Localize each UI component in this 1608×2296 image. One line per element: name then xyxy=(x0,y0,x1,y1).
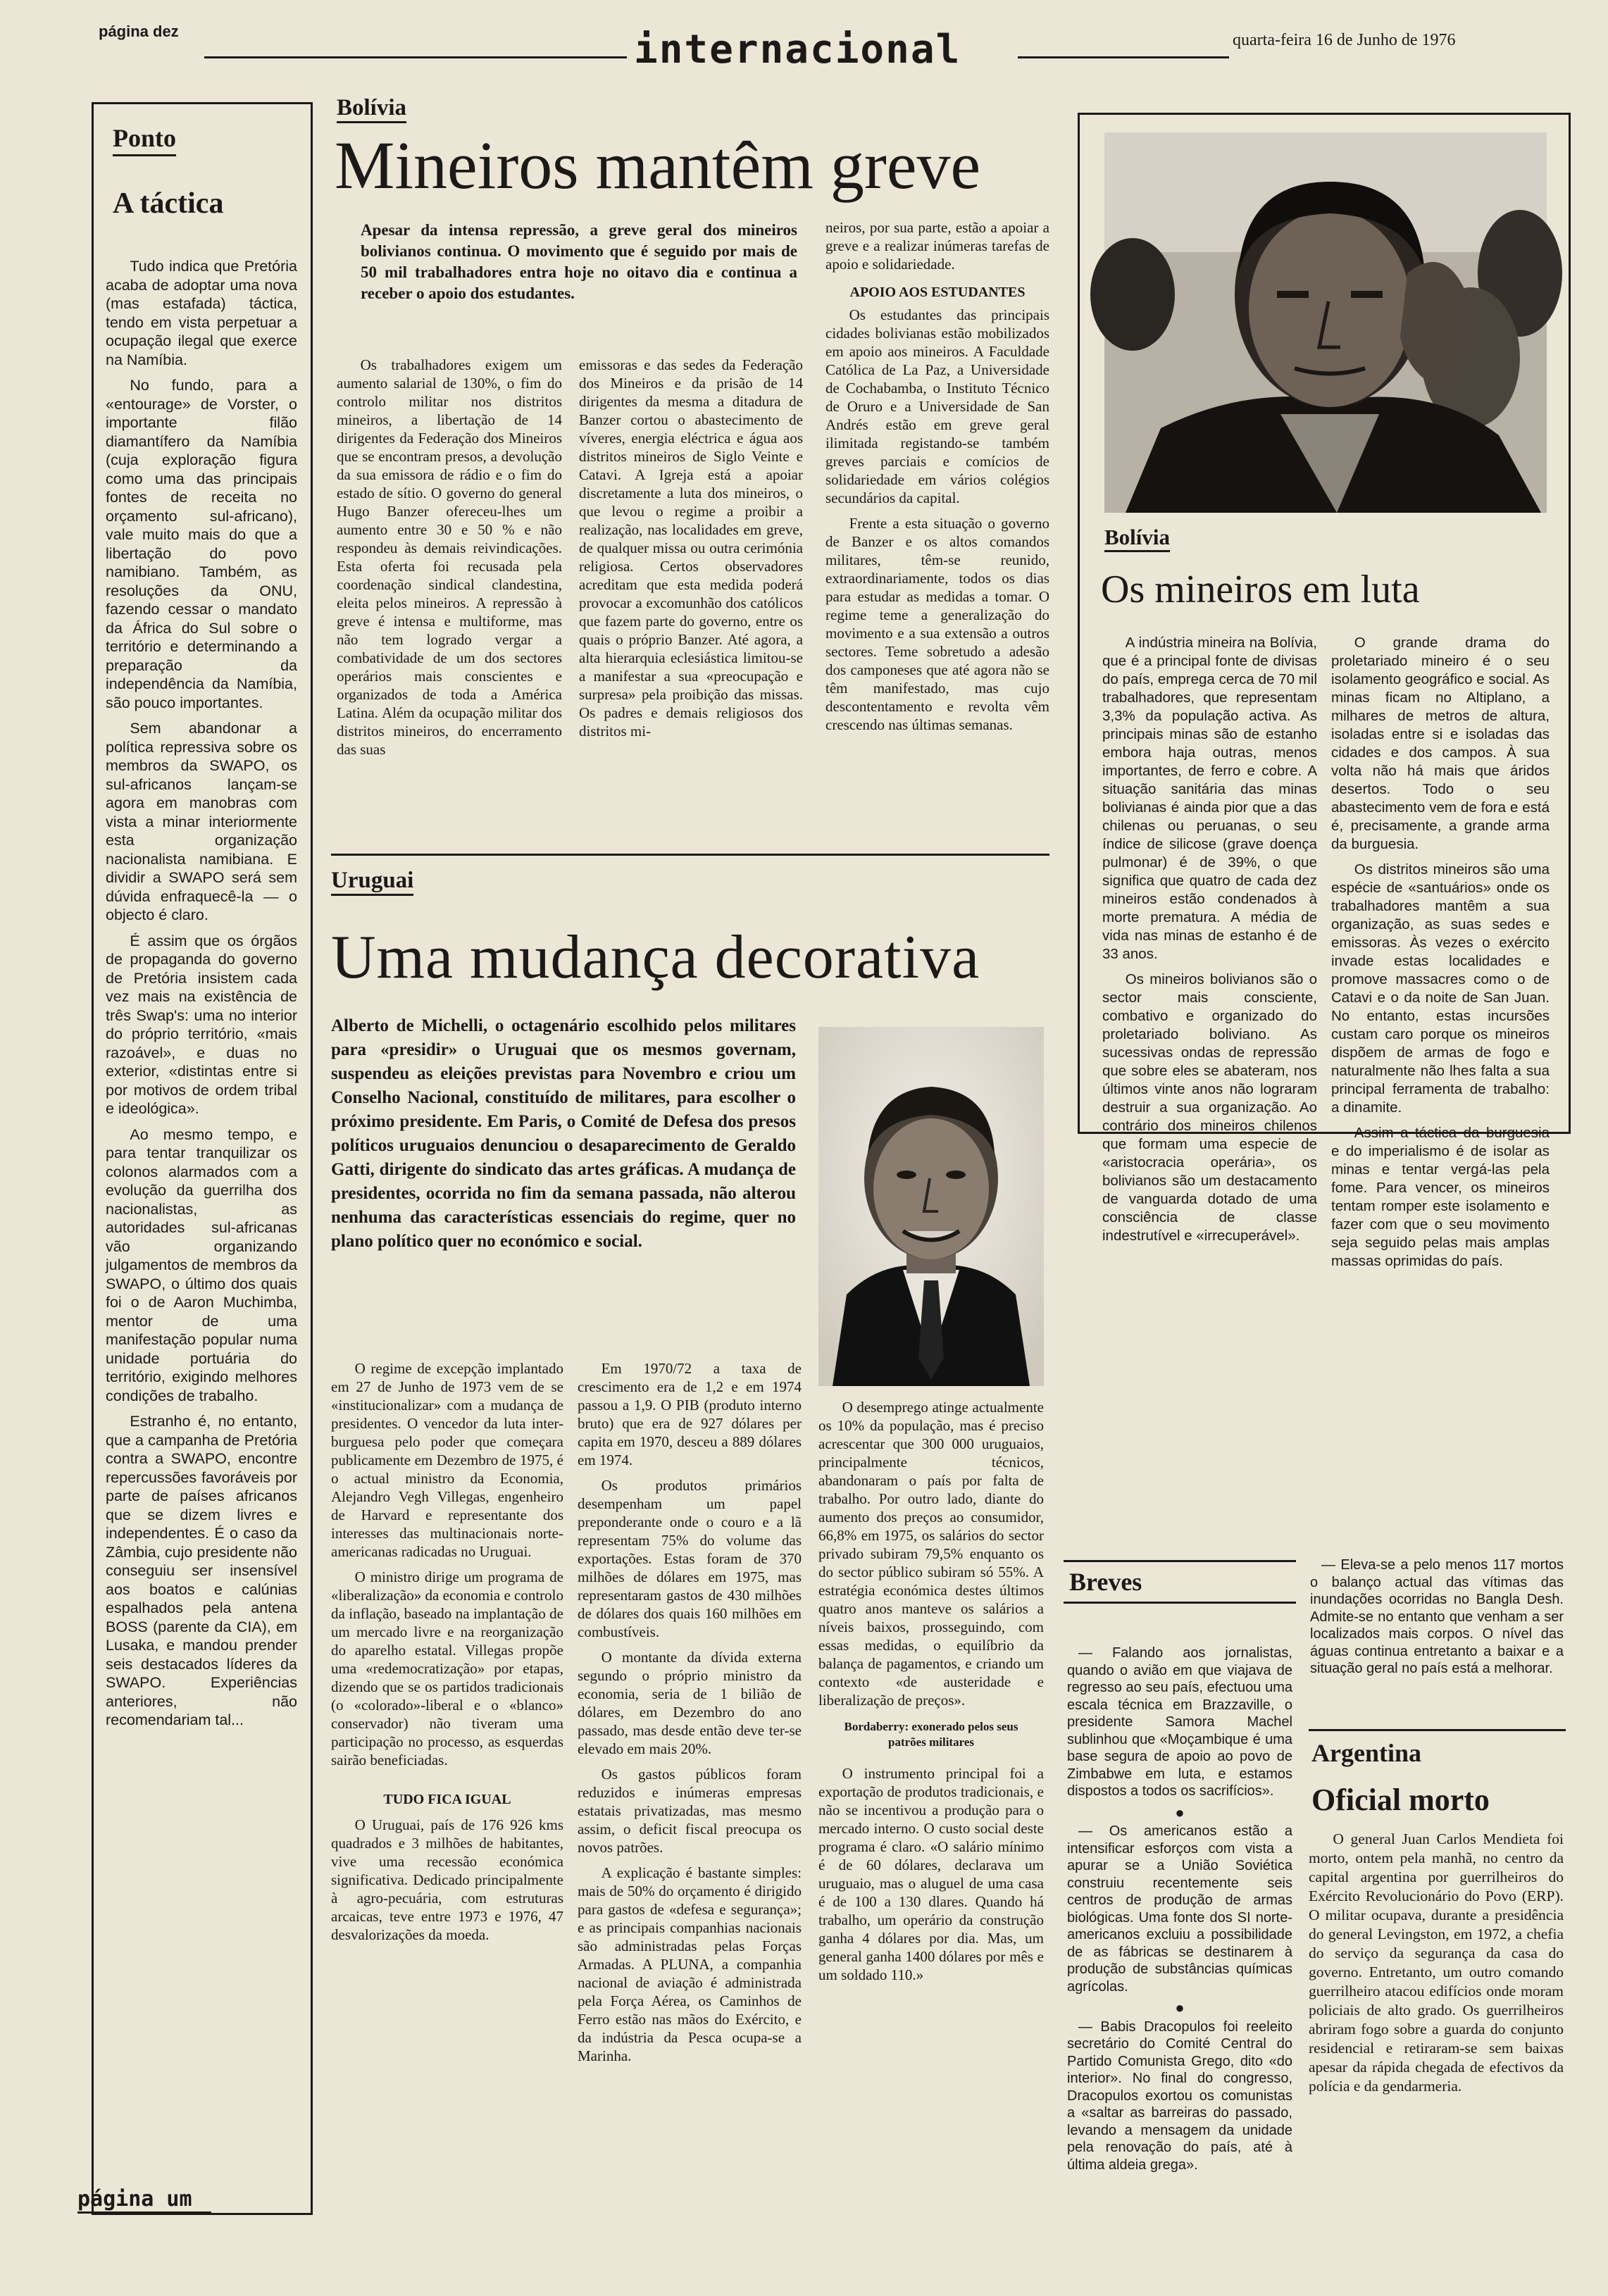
bordaberry-portrait-image xyxy=(818,1027,1044,1386)
argentina-top-rule xyxy=(1309,1729,1566,1731)
breves-kicker: Breves xyxy=(1069,1568,1142,1596)
bullet-icon: ● xyxy=(1175,1999,1185,2016)
uruguai-col2-p: Os produtos primários desempenham um papel preponderante onde o couro e a lã representam 75% do volume das exportações. Estas foram de 370 milhões de dólares em 1975, mas representaram gastos de 430 milhões de dólares dos quais 160 milhões em combustíveis. xyxy=(578,1477,802,1640)
bolivia-side-col2 xyxy=(1331,634,1550,1269)
bolivia-side-col1 xyxy=(1102,634,1317,1244)
header-rule-left xyxy=(204,56,627,58)
uruguai-kicker: Uruguai xyxy=(331,868,413,896)
bolivia-side-col2-p: O grande drama do proletariado mineiro é o seu isolamento geográfico e social. As minas ficam no Altiplano, a milhares de metros de altura, isoladas entre si e isoladas das cidades e dos campos. À sua volta não há mais que áridos desertos. Todo o seu abastecimento vem de fora e está é, precisamente, a grande arma da burguesia. xyxy=(1331,635,1550,852)
bullet-icon: ● xyxy=(1175,1803,1185,1821)
breves-item: — Falando aos jornalistas, quando o avião em que viajava de regresso ao seu país, efectuou uma escala técnica em Brazzaville, o presidente Samora Machel sublinhou que «Moçambique é uma base segura de apoio ao povo de Zimbabwe em luta, e estamos dispostos a todos os sacrifícios». xyxy=(1067,1645,1292,1799)
bolivia-side-col2-p: Os distritos mineiros são uma espécie de «santuários» onde os trabalhadores mantêm a sua organização, as suas sedes e emissoras. Às vezes o exército invade estas localidades e promove massacres como o de Catavi e o da noite de San Juan. No entanto, estas incursões custam caro porque os mineiros dispõem de armas de fogo e naturalmente não lhes falta a sua principal ferramenta de trabalho: a dinamite. xyxy=(1331,861,1550,1116)
argentina-text: O general Juan Carlos Mendieta foi morto, ontem pela manhã, no centro da capital argentina por guerrilheiros do Exército Revolucionário do Povo (ERP). O militar ocupava, durante a presidência do general Levingston, em 1972, a chefia do serviço da segurança da casa do governo. Entretanto, um outro comando guerrilheiro atacou edifícios onde moram policiais de alto grado. Os guerrilheiros abriram fogo sobre a guarda do conjunto residencial e retiraram-se sem baixas apesar da rápida chegada de efectivos da polícia e da gendarmeria. xyxy=(1309,1830,1564,2095)
bolivia-side-kicker: Bolívia xyxy=(1104,525,1170,552)
argentina-kicker: Argentina xyxy=(1311,1739,1421,1767)
bolivia-side-col1-p: Os mineiros bolivianos são o sector mais consciente, combativo e organizado do proletariado boliviano. As sucessivas ondas de repressão que sobre eles se abateram, nos últimos vinte anos não lograram destruir a sua organização. Ao contrário dos mineiros chilenos que formam uma especie de «aristocracia operária», os bolivianos são um destacamento de vanguarda dotado de uma consciência de classe indestrutível e «irrecuperável». xyxy=(1102,971,1317,1244)
bolivia-side-col2-p: Assim a táctica da burguesia e do imperialismo é de isolar as minas e tentar vergá-las pela fome. Para vencer, os mineiros tentam romper este isolamento e fazer com que o seu movimento seja seguido pelas mais amplas massas oprimidas do país. xyxy=(1331,1125,1550,1269)
breves-item: — Babis Dracopulos foi reeleito secretário do Comité Central do Partido Comunista Grego, dito «do interior». No final do congresso, Dracopulos exortou os comunistas a «saltar as barreiras do passado, levando a mensagem da unidade pela renovação do país, até à última aldeia grega». xyxy=(1067,2019,1292,2173)
bolivia-col3 xyxy=(825,218,1049,842)
argentina-body xyxy=(1309,1830,1564,2210)
page-number: página dez xyxy=(99,23,179,40)
bolivia-side-headline: Os mineiros em luta xyxy=(1101,568,1420,611)
bolivia-headline: Mineiros mantêm greve xyxy=(335,127,981,203)
uruguai-col2-p: Em 1970/72 a taxa de crescimento era de 1,2 e em 1974 passou a 1,9. O PIB (produto interno bruto) que era de 927 dólares per capita em 1970, desceu a 889 dólares em 1974. xyxy=(578,1360,802,1468)
uruguai-col3b-p: O instrumento principal foi a exportação de produtos tradicionais, e não se incentivou a produção para o mercado interno. O custo social deste programa é claro. «O salário mínimo é de 60 dólares, declarava um uruguaio, mas o aluguel de uma casa é de 100 a 130 dlares. Quando há trabalho, um operário da construção ganha 4 dólares por dia. Mas, um general ganha 1400 dólares por mês e um soldado 110.» xyxy=(818,1765,1044,1983)
ponto-paragraph: Tudo indica que Pretória acaba de adoptar uma nova (mas estafada) táctica, tendo em vista perpetuar a ocupação ilegal que exerce na Namíbia. xyxy=(106,258,297,368)
uruguai-subhead: TUDO FICA IGUAL xyxy=(383,1792,511,1807)
uruguai-col2-p: A explicação é bastante simples: mais de 50% do orçamento é dirigido para gastos de «defesa e segurança»; e as principais companhias nacionais são administradas pelas Forças Armadas. A PLUNA, a companhia nacional de aviação é administrada pela Força Aérea, os Caminhos de Ferro estão nas mãos do Exército, e da indústria da Pesca ocupa-se a Marinha. xyxy=(578,1864,802,2064)
bolivia-col2 xyxy=(579,356,803,842)
ponto-paragraph: Ao mesmo tempo, e para tentar tranquilizar os colonos alarmados com a evolução da guerrilha dos nacionalistas, as autoridades sul-africanas vão organizando julgamentos de membros da SWAPO, o último dos quais foi o de Aaron Muchimba, mentor de uma manifestação popular numa unidade portuária do território, exigindo melhores condições de trabalho. xyxy=(106,1125,297,1404)
uruguai-col3-p: O desemprego atinge actualmente os 10% da população, mas é preciso acrescentar que 300 000 uruguaios, principalmente técnicos, abandonaram o país por falta de trabalho. Por outro lado, diante do aumento dos preços ao consumidor, 66,8% em 1975, os salários do sector privado subiram 79,5% enquanto os do sector público subiram só 55%. A estratégia económica destes últimos quatro anos manteve os salários a níveis baixos, prosseguindo, com essas medidas, o equilíbrio da balança de pagamentos, e criando um contexto «de austeridade e liberalização de preços». xyxy=(818,1399,1044,1709)
ponto-body xyxy=(106,257,297,2173)
ponto-paragraph: No fundo, para a «entourage» de Vorster, o importante filão diamantífero da Namíbia (cuja exploração figura como uma das principais fontes de receita no orçamento sul-africano), vale muito mais do que a libertação do povo namibiano. Também, as resoluções da ONU, fazendo cessar o mandato da África do Sul sobre o território e determinando a preparação da independência da Namíbia, são pouco importantes. xyxy=(106,377,297,711)
bolivia-bottom-rule xyxy=(331,854,1049,856)
section-title: internacional xyxy=(634,27,961,73)
uruguai-col2-p: Os gastos públicos foram reduzidos e inúmeras empresas estatais privatizadas, mas mesmo assim, o deficit fiscal preocupa os novos patrões. xyxy=(578,1766,802,1856)
bolivia-col3b: Os estudantes das principais cidades bolivianas estão mobilizados em apoio aos mineiros. A Faculdade Católica de La Paz, a Universidade de Cochabamba, o Instituto Técnico de Oruro e a Universidade de San Andrés estão em greve geral ilimitada registando-se também greves parciais e comícios de solidariedade em vários colégios secundários da capital. xyxy=(825,306,1049,506)
uruguai-col3 xyxy=(818,1398,1044,2169)
bolivia-lead: Apesar da intensa repressão, a greve geral dos mineiros bolivianos continua. O movimento que é seguido por mais de 50 mil trabalhadores entra hoje no oitavo dia e continua a receber o apoio dos estudantes. xyxy=(361,221,797,302)
ponto-paragraph: É assim que os órgãos de propaganda do governo de Pretória insistem cada vez mais na existência de três Swap's: uma no interior do próprio território, «mais razoável», e duas no exterior, «distintas entre si por motivos de ordem tribal e ideológica». xyxy=(106,932,297,1117)
uruguai-col1-p: O regime de excepção implantado em 27 de Junho de 1973 vem de se «institucionalizar» com a mudança de presidentes. O vencedor da luta inter-burguesa pelo poder que começara publicamente em Dezembro de 1975, é o actual ministro da Economia, Alejandro Vegh Villegas, engenheiro de Harvard e representante dos interesses das multinacionais norte-americanas radicadas no Uruguai. xyxy=(331,1360,563,1560)
miner-photo xyxy=(1104,132,1547,513)
ponto-kicker: Ponto xyxy=(113,123,176,156)
bolivia-col1-text: Os trabalhadores exigem um aumento salarial de 130%, o fim do controlo militar nos distritos mineiros, a libertação de 14 dirigentes da Federação dos Mineiros que se encontram presos, a devolução da sua emissora de rádio e o fim do estado de sítio. O governo do general Hugo Banzer ofereceu-lhes um aumento entre 30 e 50 % e não respondeu às demais reivindicações. Esta oferta foi recusada pela coordenação sindical clandestina, eleita pelos mineiros. A repressão à greve é intensa e multiforme, mas não tem logrado vergar a combatividade de um dos sectores operários mais conscientes e organizados de toda a América Latina. Além da ocupação militar dos distritos mineiros, do encerramento das suas xyxy=(337,356,562,758)
breves-right-item xyxy=(1310,1556,1564,1697)
ponto-title: A táctica xyxy=(113,187,224,220)
ponto-paragraph: Estranho é, no entanto, que a campanha de Pretória contra a SWAPO, encontre repercussões favoráveis por parte de países africanos que se dizem livres e independentes. É o caso da Zâmbia, cujo presidente não conseguiu ser insensível aos boatos e calúnias espalhados pela antena BOSS (parente da CIA), em Lusaka, e mandou prender seis destacados líderes da SWAPO. Experiências anteriores, não recomendariam tal... xyxy=(106,1413,297,1728)
breves-body xyxy=(1067,1645,1292,2208)
bordaberry-caption: Bordaberry: exonerado pelos seus patrões militares xyxy=(844,1720,1018,1749)
bolivia-col2-text: emissoras e das sedes da Federação dos Mineiros e da prisão de 14 dirigentes da mesma a ditadura de Banzer cortou o abastecimento de víveres, energia eléctrica e água aos distritos mineiros de Siglo Veinte e Catavi. A Igreja está a apoiar discretamente a luta dos mineiros, o que levou o regime a proibir a realização, nas localidades em greve, de qualquer missa ou outra cerimónia religiosa. Certos observadores acreditam que esta medida poderá provocar a excomunhão dos católicos que fazem parte do governo, entre os quais o próprio Banzer. Até agora, a alta hierarquia eclesiástica limitou-se a manifestar a sua «preocupação e surpresa» pela proibição das missas. Os padres e demais religiosos dos distritos mi- xyxy=(579,356,803,740)
bolivia-col3c: Frente a esta situação o governo de Banzer e os altos comandos militares, têm-se reunido, extraordinariamente, todos os dias para estudar as medidas a tomar. O regime teme a generalização do movimento e a sua extensão a outros sectores. Teme sobretudo a adesão dos camponeses que até agora não se têm manifestado, mas cujo descontentamento e revolta vêm crescendo nas últimas semanas. xyxy=(825,515,1049,733)
header-rule-right xyxy=(1018,56,1229,58)
ponto-paragraph: Sem abandonar a política repressiva sobre os membros da SWAPO, os sul-africanos lançam-se agora em manobras com vista a minar interiormente esta organização nacionalista namibiana. E dividir a SWAPO será sem dúvida enfraquecê-la — o objecto é claro. xyxy=(106,720,297,923)
page-date: quarta-feira 16 de Junho de 1976 xyxy=(1233,31,1456,49)
footer-page-ref: página um xyxy=(77,2187,192,2211)
footer-underline xyxy=(77,2211,211,2214)
bolivia-col1 xyxy=(337,356,562,842)
uruguai-col1b: O Uruguai, país de 176 926 kms quadrados e 3 milhões de habitantes, vive uma recessão económica significativa. Dedicado principalmente à agro-pecuária, com estruturas arcaicas, teve entre 1973 e 1976, 47 desvalorizações da moeda. xyxy=(331,1816,563,1943)
miner-portrait-image xyxy=(1104,132,1547,513)
argentina-headline: Oficial morto xyxy=(1311,1783,1490,1817)
bordaberry-photo xyxy=(818,1027,1044,1386)
bolivia-subhead: APOIO AOS ESTUDANTES xyxy=(849,285,1026,300)
uruguai-headline: Uma mudança decorativa xyxy=(331,923,980,992)
breves-right-text: — Eleva-se a pelo menos 117 mortos o balanço actual das vítimas das inundações ocorridas no Bangla Desh. Admite-se no entanto que venham a ser localizados mais corpos. O nível das águas continua entretanto a baixar e a situação geral no país está a melhorar. xyxy=(1310,1557,1564,1676)
uruguai-col1-p: O ministro dirige um programa de «liberalização» da economia e controlo da inflação, baseado na implantação de um mercado livre e na reorganização do aparelho estatal. Villegas propõe uma «redemocratização» por etapas, dizendo que se os partidos tradicionais (o «colorado»-liberal e o «blanco» conservador) não tiveram uma participação no processo, as esquerdas sairão beneficiadas. xyxy=(331,1568,564,1768)
uruguai-lead: Alberto de Michelli, o octagenário escolhido pelos militares para «presidir» o Uruguai que os mesmos governam, suspendeu as eleições previstas para Novembro e criou um Conselho Nacional, constituído de militares, para escolher o próximo presidente. Em Paris, o Comité de Defesa dos presos políticos uruguaios denunciou o desaparecimento de Geraldo Gatti, dirigente do sindicato das artes gráficas. A mudança de presidentes, ocorrida no fim da semana passada, não alterou nenhuma das características essenciais do regime, quer no plano político quer no económico e social. xyxy=(331,1016,796,1251)
bolivia-kicker: Bolívia xyxy=(337,95,406,123)
bolivia-col3a: neiros, por sua parte, estão a apoiar a greve e a realizar inúmeras tarefas de apoio e solidariedade. xyxy=(825,219,1049,273)
bolivia-side-col1-p: A indústria mineira na Bolívia, que é a principal fonte de divisas do país, emprega cerca de 70 mil trabalhadores, que representam 3,3% da população activa. As principais minas são de estanho embora haja outras, menos importantes, de ferro e cobre. A situação sanitária das minas bolivianas é ainda pior que a das chilenas ou peruanas, o seu índice de silicose (grave doença pulmonar) é de 39%, o que significa que quatro de cada dez mineiros estão condenados à morte prematura. A média de vida nas minas de estanho é de 33 anos. xyxy=(1102,635,1317,962)
uruguai-col2-p: O montante da dívida externa segundo o próprio ministro da economia, seria de 1 bilião de dólares, em Dezembro do ano passado, mas desde então deve ter-se elevado em mais 20%. xyxy=(578,1649,802,1757)
breves-item: — Os americanos estão a intensificar esforços com vista a apurar se a União Soviética construiu recentemente seis centros de produção de armas biológicas. Uma fonte dos SI norte-americanos excluiu a possibilidade de as fábricas se destinarem à produção de substâncias químicas agrícolas. xyxy=(1067,1823,1292,1995)
uruguai-col1 xyxy=(331,1359,563,2169)
uruguai-col2 xyxy=(578,1359,802,2169)
